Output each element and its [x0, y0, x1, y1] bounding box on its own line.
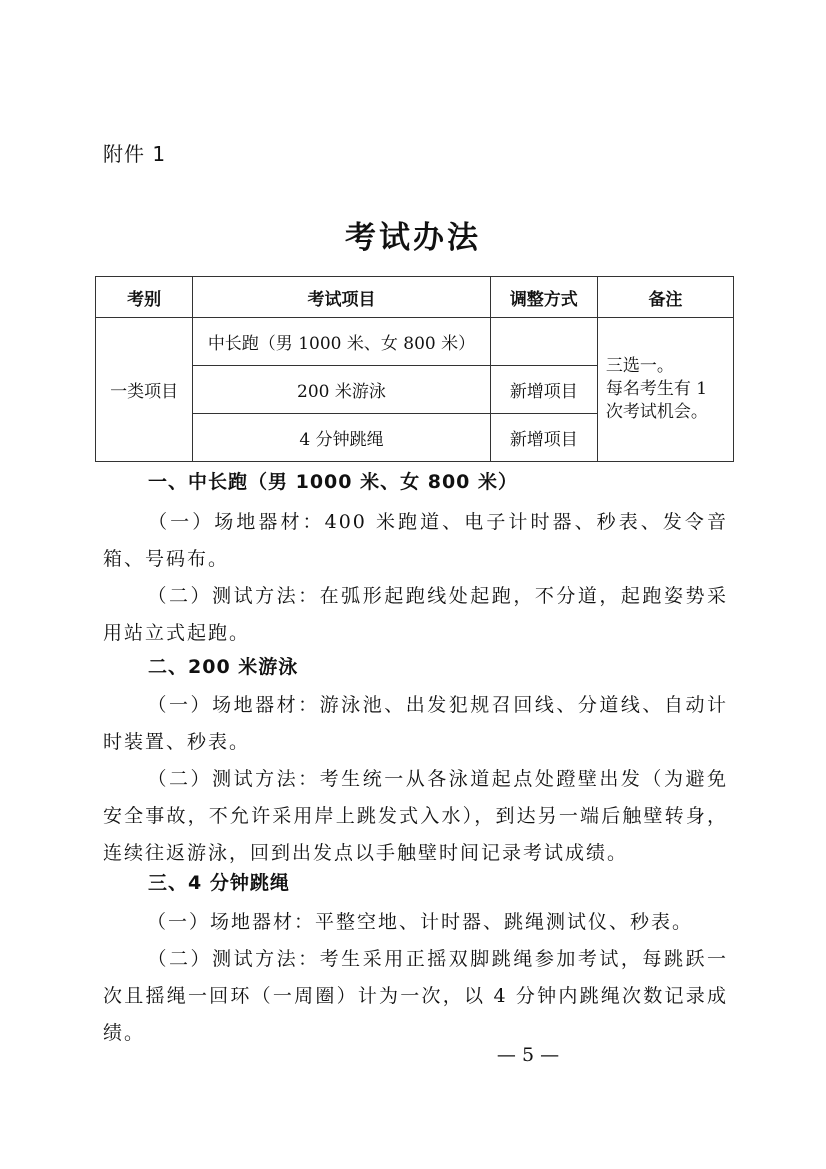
note-line: 三选一。 [605, 356, 674, 376]
item-cell: 中长跑（男 1000 米、女 800 米） [193, 318, 491, 366]
note-line: 每名考生有 1 [605, 379, 708, 399]
page-number: — 5 — [496, 1044, 560, 1066]
paragraph-text: （一）场地器材：400 米跑道、电子计时器、秒表、发令音箱、号码布。 [103, 511, 728, 570]
table-row [96, 318, 734, 366]
paragraph-text: （一）场地器材：平整空地、计时器、跳绳测试仪、秒表。 [147, 911, 694, 933]
header-note: 备注 [597, 277, 733, 318]
header-adjust: 调整方式 [490, 277, 597, 318]
item-cell: 4 分钟跳绳 [193, 414, 491, 462]
paragraph [103, 578, 728, 652]
section-heading: 一、中长跑（男 1000 米、女 800 米） [148, 471, 519, 493]
adjust-cell [490, 318, 597, 366]
paragraph [103, 687, 728, 761]
adjust-cell: 新增项目 [490, 366, 597, 414]
paragraph [103, 504, 728, 578]
header-category: 考别 [96, 277, 193, 318]
attachment-label: 附件 1 [103, 142, 167, 166]
table-header-row [96, 277, 734, 318]
exam-table [95, 276, 734, 462]
section-heading: 三、4 分钟跳绳 [148, 872, 290, 894]
paragraph-text: （二）测试方法：在弧形起跑线处起跑，不分道，起跑姿势采用站立式起跑。 [103, 585, 728, 644]
item-cell: 200 米游泳 [193, 366, 491, 414]
paragraph-text: （二）测试方法：考生统一从各泳道起点处蹬壁出发（为避免安全事故，不允许采用岸上跳发式入水），到达另一端后触壁转身，连续往返游泳，回到出发点以手触壁时间记录考试成绩。 [103, 768, 728, 864]
paragraph-text: （二）测试方法：考生采用正摇双脚跳绳参加考试，每跳跃一次且摇绳一回环（一周圈）计为一次，以 4 分钟内跳绳次数记录成绩。 [103, 948, 728, 1044]
document-title: 考试办法 [345, 220, 481, 256]
paragraph-text: （一）场地器材：游泳池、出发犯规召回线、分道线、自动计时装置、秒表。 [103, 694, 728, 753]
note-cell [597, 318, 733, 462]
paragraph [103, 941, 728, 1052]
header-item: 考试项目 [193, 277, 491, 318]
note-line: 次考试机会。 [605, 402, 708, 422]
paragraph [103, 904, 728, 941]
paragraph [103, 761, 728, 872]
section-heading: 二、200 米游泳 [148, 656, 299, 678]
category-cell: 一类项目 [96, 318, 193, 462]
adjust-cell: 新增项目 [490, 414, 597, 462]
